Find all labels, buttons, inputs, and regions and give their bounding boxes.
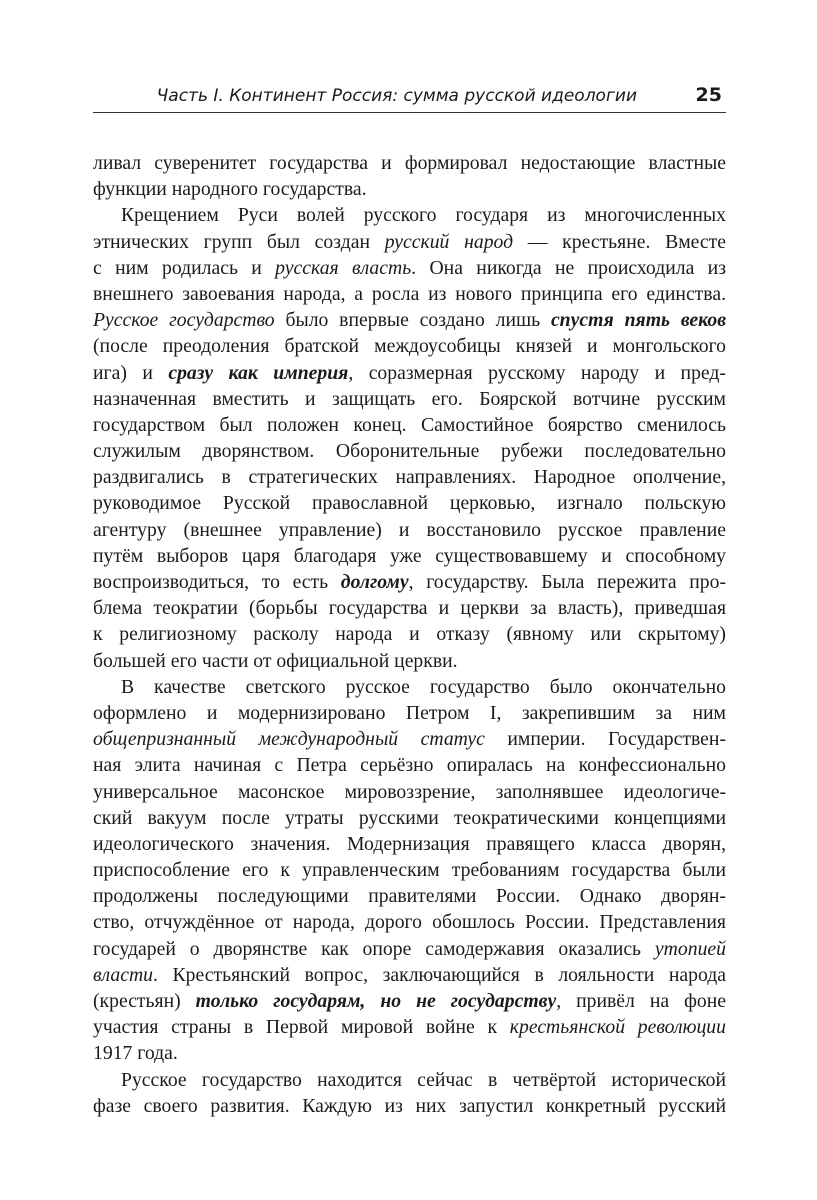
text-line: с ним родилась и русская власть. Она никогда не происходила из <box>93 256 726 279</box>
text-line: государством был положен конец. Самостийное боярство сменилось <box>93 413 726 436</box>
text-line: ство, отчуждённое от народа, дорого обошлось России. Представления <box>93 911 726 934</box>
paragraph-first-line: В качестве светского русское государство было окончательно <box>121 675 726 698</box>
text-line: фазе своего развития. Каждую из них запустил конкретный русский <box>93 1094 726 1117</box>
text-line: идеологического значения. Модернизация правящего класса дворян, <box>93 832 726 855</box>
italic-emphasis: власти <box>93 963 154 986</box>
text-line: власти. Крестьянский вопрос, заключающийся в лояльности народа <box>93 963 726 986</box>
bold-italic-emphasis: сразу как империя <box>168 361 349 384</box>
body-text <box>93 150 726 1119</box>
text-line: (крестьян) только государям, но не государству, привёл на фоне <box>93 990 726 1012</box>
text-line: участия страны в Первой мировой войне к крестьянской революции <box>93 1016 726 1039</box>
italic-emphasis: Русское государство <box>93 309 275 332</box>
text-line: (после преодоления братской междоусобицы князей и монгольского <box>93 335 726 358</box>
text-line: общепризнанный международный статус империи. Государствен- <box>93 728 727 751</box>
page-number: 25 <box>695 84 722 106</box>
italic-emphasis: русский народ <box>384 230 514 253</box>
text-line: ная элита начиная с Петра серьёзно опиралась на конфессионально <box>93 754 726 777</box>
text-line: универсальное масонское мировоззрение, заполнявшее идеологиче- <box>93 780 726 803</box>
text-line: назначенная вместить и защищать его. Боярской вотчине русским <box>93 387 726 410</box>
paragraph-first-line: Крещением Руси волей русского государя из многочисленных <box>121 204 726 227</box>
text-line: ливал суверенитет государства и формировал недостающие властные <box>93 152 726 174</box>
text-line: руководимое Русской православной церковью, изгнало польскую <box>93 492 726 515</box>
text-line: служилым дворянством. Оборонительные рубежи последовательно <box>93 440 726 463</box>
running-title: Часть I. Континент Россия: сумма русской идеологии <box>156 86 637 106</box>
paragraph-first-line: Русское государство находится сейчас в четвёртой исторической <box>121 1068 726 1091</box>
italic-emphasis: утопией <box>654 937 726 960</box>
text-line: раздвигались в стратегических направлениях. Народное ополчение, <box>93 466 726 489</box>
text-line: блема теократии (борьбы государства и церкви за власть), приведшая <box>93 597 726 620</box>
italic-emphasis: крестьянской революции <box>509 1016 726 1039</box>
text-line: 1917 года. <box>93 1042 178 1065</box>
text-line: государей о дворянстве как опоре самодержавия оказались утопией <box>93 937 726 960</box>
italic-emphasis: русская власть <box>275 256 412 279</box>
text-line: приспособление его к управленческим требованиям государства были <box>93 859 726 882</box>
text-line: к религиозному расколу народа и отказу (явному или скрытому) <box>93 623 726 646</box>
text-line: путём выборов царя благодаря уже существовавшему и способному <box>93 544 726 567</box>
text-line: воспроизводиться, то есть долгому, государству. Была пережита про- <box>93 571 727 593</box>
text-line: оформлено и модернизировано Петром I, закрепившим за ним <box>93 701 726 724</box>
bold-italic-emphasis: спустя пять веков <box>550 309 726 332</box>
bold-italic-emphasis: только государям, но не государству <box>195 990 557 1012</box>
text-line: ский вакуум после утраты русскими теократическими концепциями <box>93 806 726 829</box>
text-line: Русское государство было впервые создано лишь спустя пять веков <box>93 309 726 332</box>
text-line: внешнего завоевания народа, а росла из нового принципа его единства. <box>93 282 726 305</box>
text-line: агентуру (внешнее управление) и восстановило русское правление <box>93 518 726 541</box>
text-line: большей его части от официальной церкви. <box>93 649 458 672</box>
running-header <box>93 84 726 113</box>
text-line: функции народного государства. <box>93 178 367 201</box>
text-line: этнических групп был создан русский народ — крестьяне. Вместе <box>93 230 726 253</box>
italic-emphasis: общепризнанный международный статус <box>93 728 485 751</box>
text-line: продолжены последующими правителями России. Однако дворян- <box>93 885 726 908</box>
bold-italic-emphasis: долгому <box>340 571 409 593</box>
text-line: ига) и сразу как империя, соразмерная русскому народу и пред- <box>93 361 726 384</box>
